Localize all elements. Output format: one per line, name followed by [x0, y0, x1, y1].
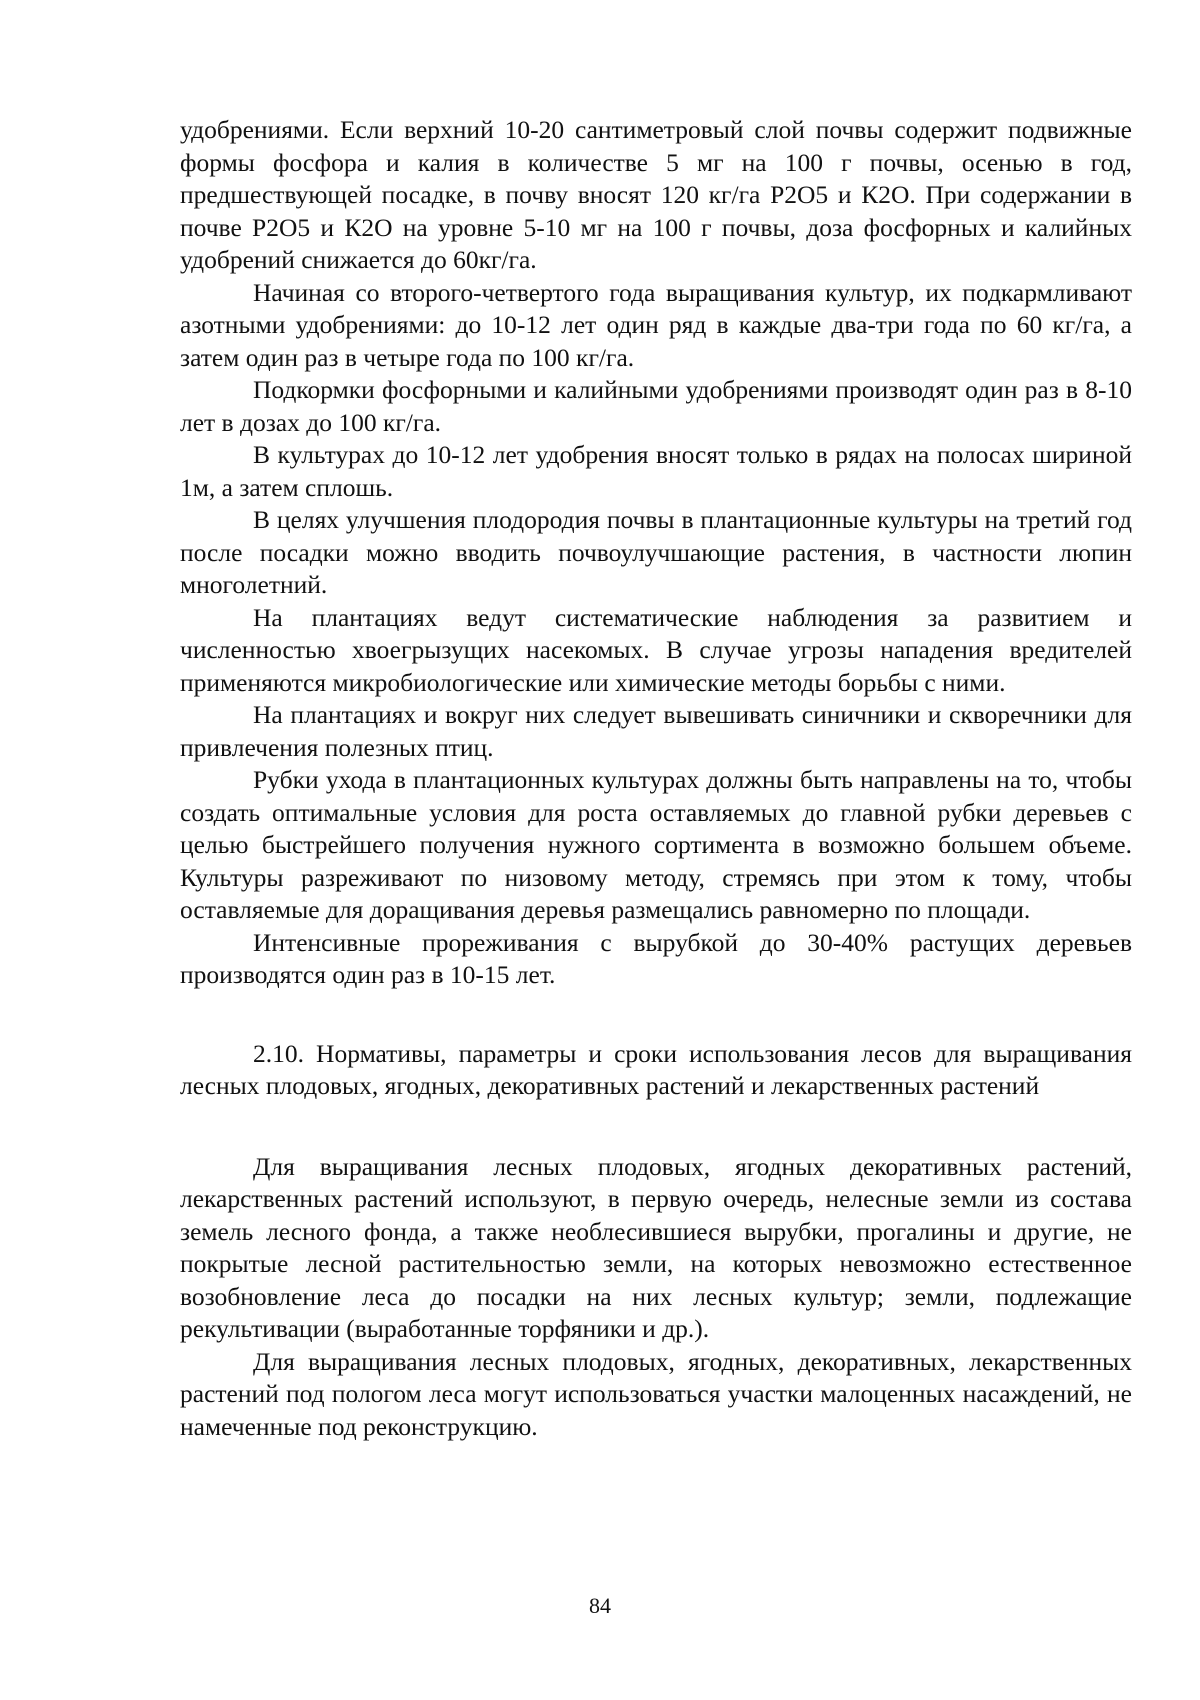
- paragraph: Интенсивные прореживания с вырубкой до 30-40% растущих деревьев производятся один раз в 10-15 лет.: [180, 927, 1132, 989]
- paragraph: Рубки ухода в плантационных культурах должны быть направлены на то, чтобы создать оптимальные условия для роста оставляемых до главной рубки деревьев с целью быстрейшего получения нужного сортимента в возможно большем объеме. Культуры разреживают по низовому методу, стремясь при этом к тому, чтобы оставляемые для доращивания деревья размещались равномерно по площади.: [180, 765, 1132, 924]
- paragraphs-top: [180, 114, 1132, 992]
- paragraph: Для выращивания лесных плодовых, ягодных, декоративных, лекарственных растений под пологом леса могут использоваться участки малоценных насаждений, не намеченные под реконструкцию.: [180, 1346, 1132, 1441]
- paragraph: В культурах до 10-12 лет удобрения вносят только в рядах на полосах шириной 1м, а затем сплошь.: [180, 440, 1132, 502]
- paragraph: В целях улучшения плодородия почвы в плантационные культуры на третий год после посадки можно вводить почвоулучшающие растения, в частности люпин многолетний.: [180, 505, 1132, 599]
- page-body: [180, 114, 1132, 1443]
- paragraph: Подкормки фосфорными и калийными удобрениями производят один раз в 8-10 лет в дозах до 100 кг/га.: [180, 375, 1132, 437]
- page-number: 84: [589, 1593, 611, 1618]
- paragraph: удобрениями. Если верхний 10-20 сантиметровый слой почвы содержит подвижные формы фосфора и калия в количестве 5 мг на 100 г почвы, осенью в год, предшествующей посадке, в почву вносят 120 кг/га Р2О5 и К2О. При содержании в почве Р2О5 и К2О на уровне 5-10 мг на 100 г почвы, доза фосфорных и калийных удобрений снижается до 60кг/га.: [180, 115, 1132, 274]
- section-heading: 2.10. Нормативы, параметры и сроки использования лесов для выращивания лесных плодовых, ягодных, декоративных растений и лекарственных растений: [180, 1038, 1132, 1100]
- paragraph: Начиная со второго-четвертого года выращивания культур, их подкармливают азотными удобрениями: до 10-12 лет один ряд в каждые два-три года по 60 кг/га, а затем один раз в четыре года по 100 кг/га.: [180, 277, 1132, 372]
- paragraph: На плантациях и вокруг них следует вывешивать синичники и скворечники для привлечения полезных птиц.: [180, 700, 1132, 762]
- paragraph: Для выращивания лесных плодовых, ягодных декоративных растений, лекарственных растений используют, в первую очередь, нелесные земли из состава земель лесного фонда, а также необлесившиеся вырубки, прогалины и другие, не покрытые лесной растительностью земли, на которых невозможно естественное возобновление леса до посадки на них лесных культур; земли, подлежащие рекультивации (выработанные торфяники и др.).: [180, 1151, 1132, 1343]
- paragraph: На плантациях ведут систематические наблюдения за развитием и численностью хвоегрызущих насекомых. В случае угрозы нападения вредителей применяются микробиологические или химические методы борьбы с ними.: [180, 602, 1132, 697]
- paragraphs-bottom: [180, 1151, 1132, 1444]
